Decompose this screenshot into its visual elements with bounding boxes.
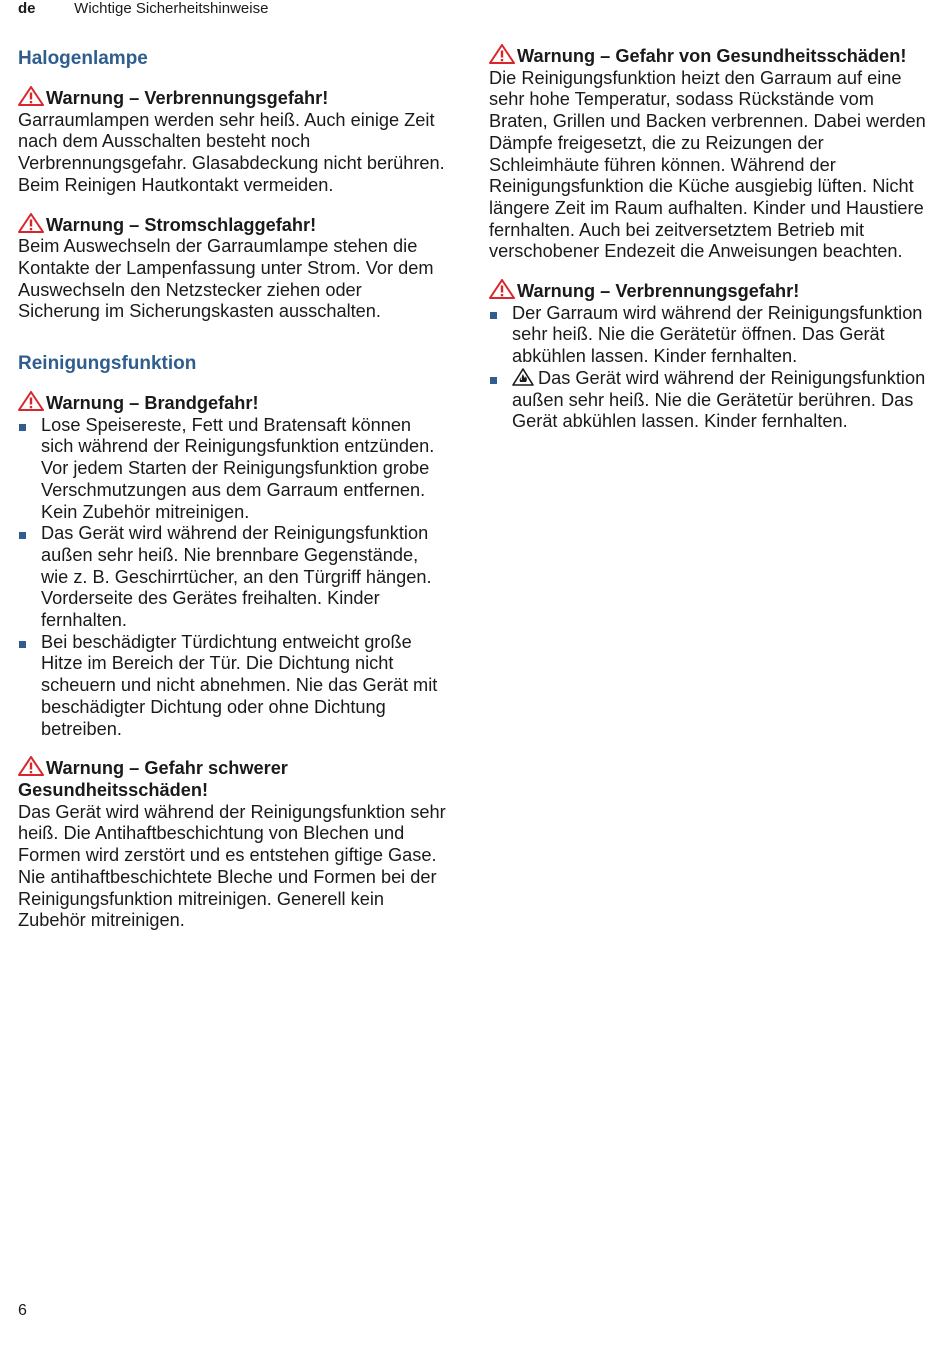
warning-text: Garraumlampen werden sehr heiß. Auch einige Zeit nach dem Ausschalten besteht noch Verbrennungsgefahr. Glasabdeckung nicht berühren. Beim Reinigen Hautkontakt vermeiden. (18, 109, 445, 195)
section-title-halogenlampe: Halogenlampe (18, 48, 148, 69)
left-column (18, 44, 448, 948)
warning-block-health (18, 756, 448, 932)
warning-text: Beim Auswechseln der Garraumlampe stehen die Kontakte der Lampenfassung unter Strom. Vor dem Auswechseln den Netzstecker ziehen oder Sicherung im Sicherungskasten ausschalten. (18, 236, 434, 322)
warning-block-electric-shock (18, 213, 448, 324)
bullet-square-icon (490, 377, 497, 384)
bullet-square-icon (19, 641, 26, 648)
warning-triangle-icon (18, 756, 44, 776)
hot-surface-icon (512, 368, 534, 386)
header-title: Wichtige Sicherheitshinweise (74, 0, 269, 17)
warning-title: Warnung – Gefahr schwerer Gesundheitsschäden! (18, 758, 288, 800)
warning-text: Das Gerät wird während der Reinigungsfunktion sehr heiß. Die Antihaftbeschichtung von Blechen und Formen wird zerstört und es entstehen giftige Gase. Nie antihaftbeschichtete Bleche und Formen bei der Reinigungsfunktion mitreinigen. Generell kein Zubehör mitreinigen. (18, 801, 446, 931)
page-number: 6 (18, 1302, 27, 1319)
section-title-reinigungsfunktion: Reinigungsfunktion (18, 353, 197, 375)
warning-text: Die Reinigungsfunktion heizt den Garraum auf eine sehr hohe Temperatur, sodass Rückstände vom Braten, Grillen und Backen verbrennen. Dabei werden Dämpfe freigesetzt, die zu Reizungen der Schleimhäute führen können. Während der Reinigungsfunktion die Küche ausgiebig lüften. Nicht längere Zeit im Raum aufhalten. Kinder und Haustiere fernhalten. Auch bei zeitversetztem Betrieb mit verschobener Endezeit die Anweisungen beachten. (489, 67, 926, 262)
list-item: Das Gerät wird während der Reinigungsfunktion außen sehr heiß. Nie brennbare Gegenstände, wie z. B. Geschirrtücher, an den Türgriff hängen. Vorderseite des Gerätes freihalten. Kinder fernhalten. (18, 523, 448, 632)
warning-triangle-icon (18, 86, 44, 106)
warning-title: Warnung – Brandgefahr! (46, 393, 259, 414)
bullet-list (18, 415, 448, 741)
bullet-list (489, 303, 929, 433)
warning-block-burn-cleaning (489, 279, 929, 433)
warning-triangle-icon (489, 44, 515, 64)
warning-title: Warnung – Verbrennungsgefahr! (46, 88, 329, 108)
warning-triangle-icon (18, 391, 44, 411)
warning-block-fire (18, 391, 448, 740)
warning-triangle-icon (18, 213, 44, 233)
language-code: de (18, 0, 36, 17)
warning-block-burn (18, 86, 448, 197)
warning-block-health-damage (489, 44, 929, 263)
warning-title: Warnung – Verbrennungsgefahr! (517, 281, 800, 302)
bullet-square-icon (19, 424, 26, 431)
list-item: Das Gerät wird während der Reinigungsfunktion außen sehr heiß. Nie die Gerätetür berühren. Das Gerät abkühlen lassen. Kinder fernhalten. (489, 368, 929, 433)
warning-title: Warnung – Gefahr von Gesundheitsschäden! (517, 46, 907, 66)
bullet-square-icon (490, 312, 497, 319)
warning-title: Warnung – Stromschlaggefahr! (46, 214, 317, 235)
warning-triangle-icon (489, 279, 515, 299)
page-header (18, 0, 268, 20)
list-item: Lose Speisereste, Fett und Bratensaft können sich während der Reinigungsfunktion entzünden. Vor jedem Starten der Reinigungsfunktion grobe Verschmutzungen aus dem Garraum entfernen. Kein Zubehör mitreinigen. (18, 415, 448, 524)
list-item: Der Garraum wird während der Reinigungsfunktion sehr heiß. Nie die Gerätetür öffnen. Das Gerät abkühlen lassen. Kinder fernhalten. (489, 303, 929, 368)
right-column (489, 44, 929, 449)
bullet-square-icon (19, 532, 26, 539)
list-item: Bei beschädigter Türdichtung entweicht große Hitze im Bereich der Tür. Die Dichtung nicht scheuern und nicht abnehmen. Nie das Gerät mit beschädigter Dichtung oder ohne Dichtung betreiben. (18, 632, 448, 741)
